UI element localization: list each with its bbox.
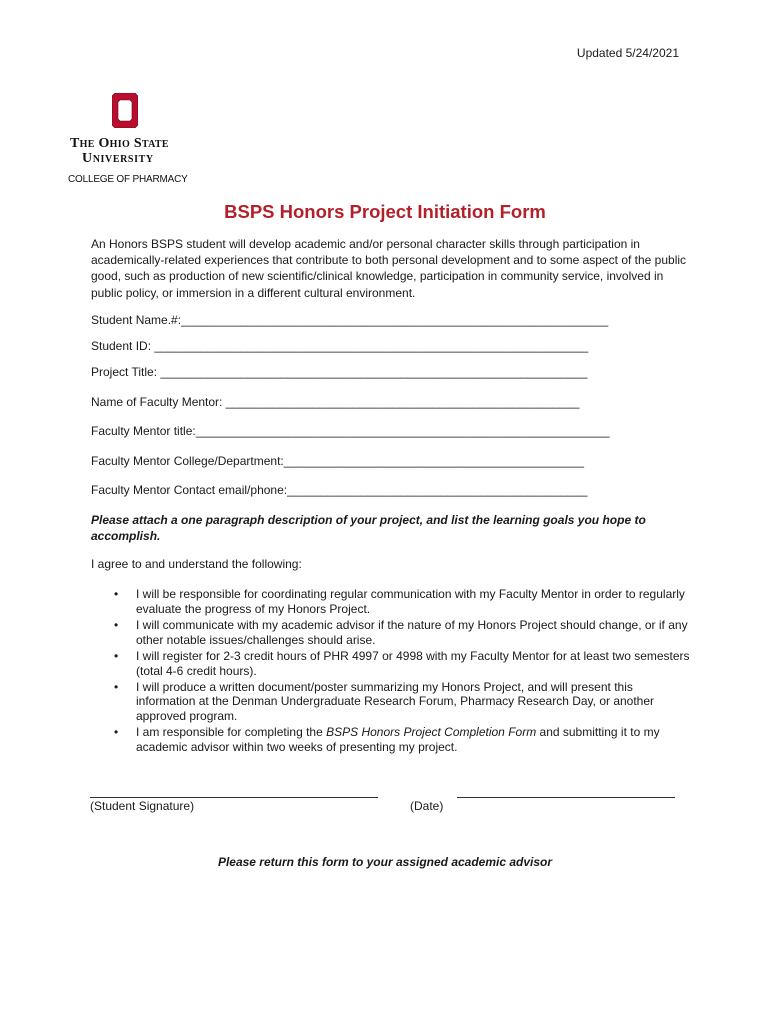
faculty-mentor-title-field[interactable] [91, 424, 609, 438]
field-blank[interactable]: _____________________________________________ [287, 483, 588, 497]
faculty-mentor-name-field[interactable] [91, 395, 579, 409]
field-label: Faculty Mentor College/Department: [91, 454, 284, 468]
field-blank[interactable]: ______________________________________________________________ [195, 424, 610, 438]
field-blank[interactable]: _____________________________________________ [283, 454, 585, 468]
student-name-field[interactable] [91, 313, 608, 327]
list-item [91, 725, 691, 755]
form-title: BSPS Honors Project Initiation Form [224, 201, 546, 222]
field-label: Project Title: [91, 365, 161, 379]
bullet-icon: • [114, 648, 119, 663]
bullet-icon: • [114, 587, 119, 601]
agreement-list [91, 587, 691, 756]
university-name-line2: University [82, 151, 154, 166]
field-blank[interactable]: _____________________________________________________ [225, 395, 580, 409]
project-title-field[interactable] [91, 365, 587, 379]
field-label: Faculty Mentor title: [91, 424, 196, 438]
attachment-instruction: Please attach a one paragraph description of your project, and list the learning goals you hope to accomplish. [91, 513, 646, 543]
student-id-field[interactable] [91, 339, 588, 353]
agreement-intro: I agree to and understand the following: [91, 557, 302, 571]
student-signature-line[interactable] [90, 797, 378, 798]
list-item-text: I will be responsible for coordinating regular communication with my Faculty Mentor in order to regularly evaluate the progress of my Honors Project. [136, 587, 685, 616]
return-instruction: Please return this form to your assigned academic advisor [217, 855, 553, 869]
student-signature-label: (Student Signature) [90, 799, 195, 813]
bullet-icon: • [114, 679, 119, 694]
list-item [91, 587, 691, 617]
intro-paragraph: An Honors BSPS student will develop academic and/or personal character skills through participation in academically-related experiences that contribute to both personal development and to some aspect of the public good, such as production of new scientific/clinical knowledge, participation in community service, involved in public policy, or immersion in a different cultural environment. [91, 237, 687, 300]
faculty-mentor-department-field[interactable] [91, 454, 584, 468]
completion-form-name: BSPS Honors Project Completion Form [326, 725, 537, 740]
field-label: Faculty Mentor Contact email/phone: [91, 483, 288, 497]
university-name-line1: The Ohio State [70, 136, 169, 151]
field-label: Student ID: [91, 339, 155, 353]
list-item [91, 680, 691, 724]
university-block-o-logo [112, 93, 138, 128]
bullet-icon: • [114, 617, 119, 632]
list-item-text: I will produce a written document/poster summarizing my Honors Project, and will present this information at the Denman Undergraduate Research Forum, Pharmacy Research Day, or another approved program. [136, 679, 655, 724]
list-item [91, 649, 691, 679]
field-blank[interactable]: ________________________________________________________________ [181, 313, 609, 327]
date-signature-line[interactable] [457, 797, 675, 798]
list-item-text: I will register for 2-3 credit hours of PHR 4997 or 4998 with my Faculty Mentor for at least two semesters (total 4-6 credit hours). [136, 648, 690, 678]
bullet-icon: • [114, 725, 119, 740]
field-blank[interactable]: ________________________________________________________________ [160, 365, 588, 379]
updated-date: Updated 5/24/2021 [576, 46, 679, 60]
list-item-text: I will communicate with my academic advisor if the nature of my Honors Project should change, or if any other notable issues/challenges should arise. [136, 617, 688, 647]
field-blank[interactable]: _________________________________________________________________ [154, 339, 589, 353]
list-item-text-pre: I am responsible for completing the [136, 725, 327, 740]
college-name: COLLEGE OF PHARMACY [68, 174, 188, 185]
faculty-mentor-contact-field[interactable] [91, 483, 587, 497]
list-item-text-post: and submitting it to my academic advisor within two weeks of presenting my project. [136, 725, 660, 755]
list-item-text [136, 725, 660, 754]
date-label: (Date) [410, 799, 444, 813]
field-label: Name of Faculty Mentor: [91, 395, 226, 409]
field-label: Student Name.#: [91, 313, 182, 327]
list-item [91, 618, 691, 648]
